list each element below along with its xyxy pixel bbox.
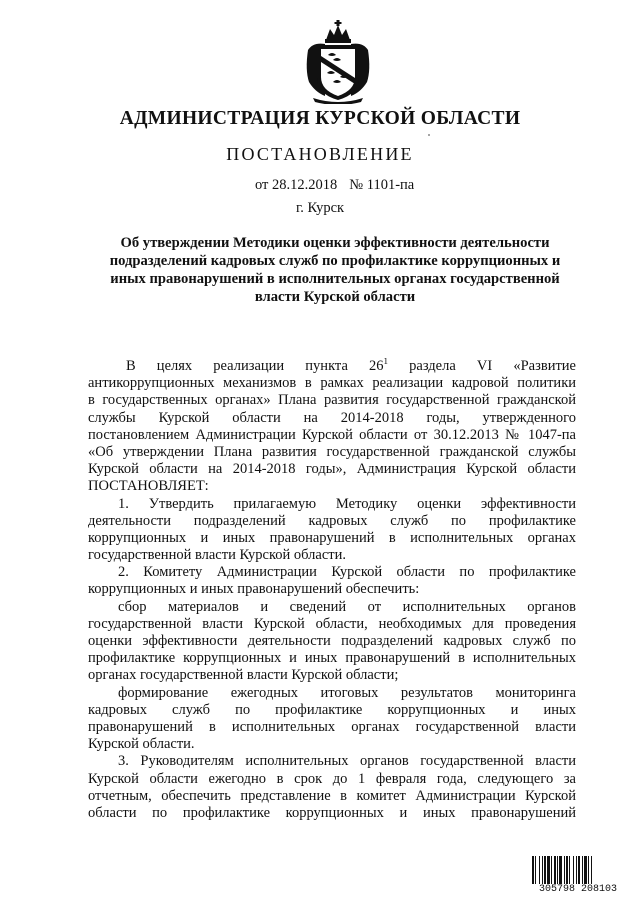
body-line: Курской области ежегодно в срок до 1 февраля года, следующего за: [88, 770, 576, 787]
body-line: формирование ежегодных итоговых результатов мониторинга: [118, 684, 576, 701]
body-line: Курской области на 2014-2018 годы», Администрация Курской области: [88, 461, 576, 478]
body-line: области по профилактике коррупционных и иных правонарушений: [88, 804, 576, 821]
city: г. Курск: [295, 200, 345, 216]
document-body: [88, 358, 576, 822]
scan-speck: [428, 134, 430, 136]
organization-title: АДМИНИСТРАЦИЯ КУРСКОЙ ОБЛАСТИ: [119, 108, 521, 129]
barcode-number: 305798 208103: [532, 884, 624, 895]
body-line: коррупционных и иных правонарушений обеспечить:: [88, 581, 420, 598]
body-line: профилактике коррупционных и иных правонарушений в исполнительных: [88, 650, 576, 667]
document-date: от 28.12.2018: [255, 177, 338, 193]
body-line: сбор материалов и сведений от исполнительных органов: [118, 598, 576, 615]
coat-of-arms-icon: [303, 20, 373, 104]
body-line: службы Курской области на 2014-2018 годы, утвержденного: [88, 409, 576, 426]
body-line: 2. Комитету Администрации Курской области по профилактике: [118, 564, 576, 581]
heading-line: подразделений кадровых служб по профилактике коррупционных и: [109, 253, 561, 269]
body-line: оценки эффективности деятельности подразделений кадровых служб по: [88, 633, 576, 649]
body-line: 3. Руководителям исполнительных органов государственной власти: [118, 753, 576, 770]
body-line: государственной власти Курской области, необходимых для проведения: [88, 615, 576, 632]
body-line: «Об утверждении Плана развития государственной гражданской службы: [88, 443, 576, 460]
heading-line: власти Курской области: [254, 289, 416, 305]
heading-line: иных правонарушений в исполнительных органах государственной: [110, 271, 560, 287]
body-line: правонарушений в исполнительных органах государственной власти: [88, 718, 576, 735]
heading-line: Об утверждении Методики оценки эффективности деятельности: [120, 235, 550, 251]
body-line: 1. Утвердить прилагаемую Методику оценки эффективности: [118, 495, 576, 512]
document-number: № 1101-па: [349, 177, 415, 193]
document-heading: [100, 234, 570, 306]
body-line: антикоррупционных механизмов в рамках реализации кадровой политики: [88, 375, 576, 392]
body-line: ПОСТАНОВЛЯЕТ:: [88, 478, 209, 495]
body-line: органах государственной власти Курской области;: [88, 667, 399, 684]
body-line: кадровых служб по профилактике коррупционных и иных: [88, 701, 576, 718]
body-line: постановлением Администрации Курской области от 30.12.2013 № 1047-па: [88, 426, 576, 443]
body-line: в государственных органах» Плана развития государственной гражданской: [88, 392, 576, 409]
body-line: В целях реализации пункта $26^1$ раздела VI «Развитие: [126, 358, 576, 374]
body-line: коррупционных и иных правонарушений в исполнительных органах: [88, 529, 576, 546]
body-line: деятельности подразделений кадровых служб по профилактике: [88, 512, 576, 529]
body-line: Курской области.: [88, 736, 195, 753]
body-line: государственной власти Курской области.: [88, 547, 347, 564]
document-type: ПОСТАНОВЛЕНИЕ: [226, 144, 414, 164]
date-number-line: [255, 177, 414, 194]
body-line: отчетным, обеспечить представление в комитет Администрации Курской: [88, 787, 576, 804]
